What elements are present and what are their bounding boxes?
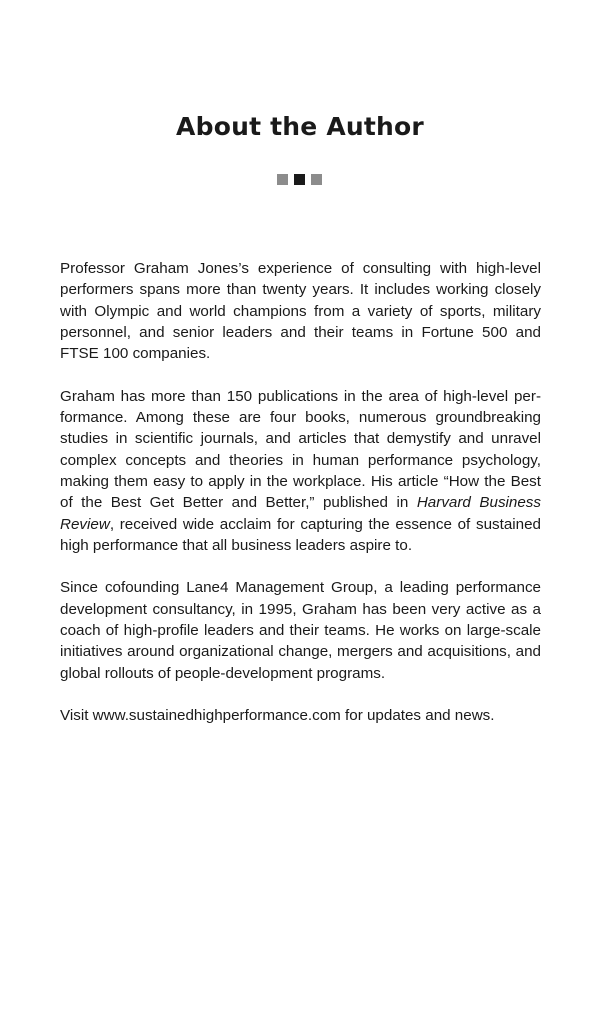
ornament-square-right: [311, 174, 322, 185]
ornament-square-center: [294, 174, 305, 185]
bio-paragraph-experience: Professor Graham Jones’s experience of consulting with high-level performers spans more than twenty years. It includes working closely with Olympic and world champions from a variety of sports, military personnel, and senior leaders and their teams in Fortune 500 and FTSE 100 companies.: [60, 260, 541, 363]
publications-text-end: , received wide acclaim for capturing the essence of sustained high performance that all business leaders aspire to.: [60, 515, 541, 554]
ornament-square-left: [277, 174, 288, 185]
website-note: Visit www.sustainedhighperformance.com for updates and news.: [60, 707, 495, 725]
author-bio: [60, 258, 541, 748]
page-title: About the Author: [176, 112, 424, 141]
section-ornament: [277, 174, 327, 185]
bio-paragraph-consultancy: Since cofounding Lane4 Management Group, a leading performance development consultancy, in 1995, Graham has been very active as a coach of high-profile leaders and their teams. He works on large-scale initiatives around organizational change, mergers and acquisitions, and global rollouts of people-development programs.: [60, 579, 541, 682]
journal-title: Harvard Business Review: [60, 494, 541, 533]
publications-text-start: Graham has more than 150 publications in the area of high-level performance. Among these are four books, numerous groundbreaking studies in scientific journals, and articles that demystify and unravel complex concepts and theories in human performance psychology, making them easy to apply in the workplace. His article “How the Best of the Best Get Better and Better,” published in: [60, 387, 541, 512]
bio-paragraph-publications: [60, 386, 541, 556]
